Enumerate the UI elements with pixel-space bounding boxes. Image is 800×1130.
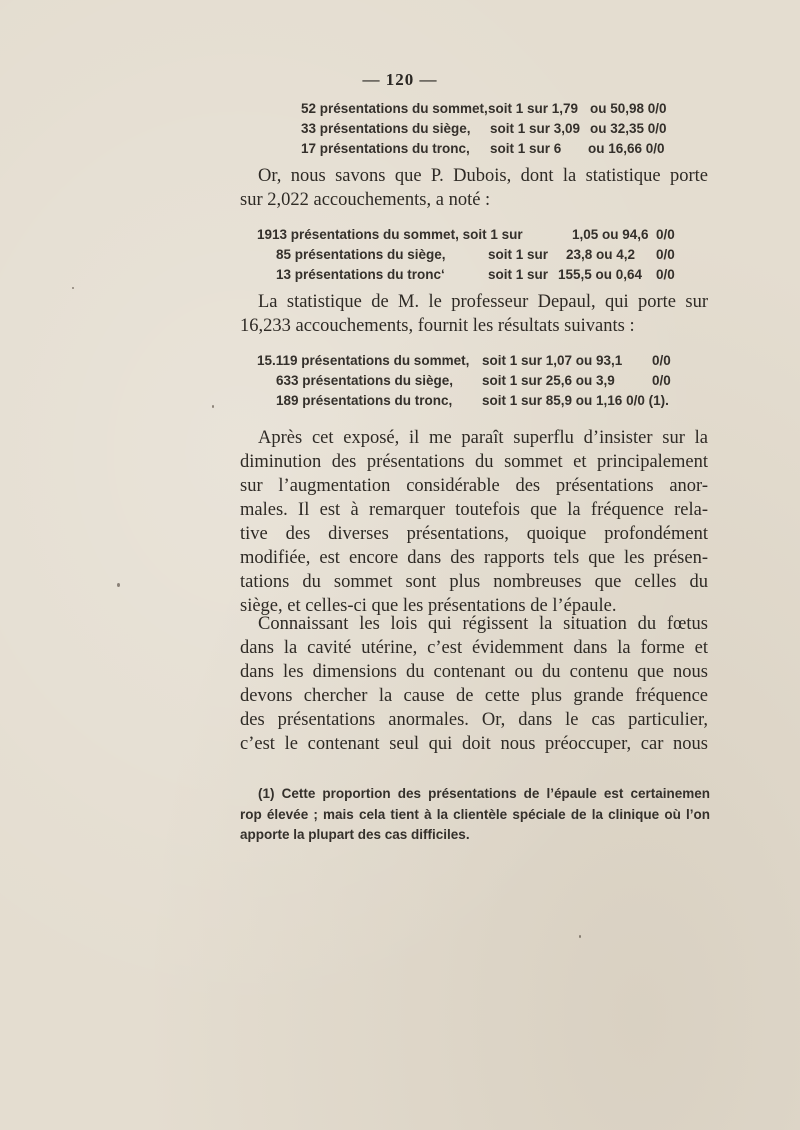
- text-line: Connaissant les lois qui régissent la situation du fœtus: [258, 614, 708, 634]
- text-line: modifiée, est encore dans des rapports tels que les présen-: [240, 548, 708, 568]
- paper-speck: [117, 583, 120, 587]
- text-line: siège, et celles-ci que les présentations de l’épaule.: [240, 596, 617, 616]
- paragraph: [240, 290, 708, 338]
- text-line: La statistique de M. le professeur Depaul, qui porte sur: [258, 292, 708, 312]
- text-line: c’est le contenant seul qui doit nous préoccuper, car nous: [240, 734, 708, 754]
- table-cell: soit 1 sur: [488, 267, 549, 282]
- table-cell: 85 présentations du siège,: [276, 247, 446, 262]
- table-cell: 23,8 ou 4,2: [566, 247, 636, 262]
- table-cell: 17 présentations du tronc,: [301, 141, 470, 156]
- table-cell: 13 présentations du tronc‘: [276, 267, 445, 282]
- text-line: apporte la plupart des cas difficiles.: [240, 827, 470, 842]
- text-line: sur 2,022 accouchements, a noté :: [240, 190, 491, 210]
- table-cell: soit 1 sur 85,9 ou 1,16 0/0 (1).: [482, 393, 669, 408]
- table-cell: 155,5 ou 0,64: [558, 267, 643, 282]
- text-line: tations du sommet sont plus nombreuses que celles du: [240, 572, 708, 592]
- table-cell: 189 présentations du tronc,: [276, 393, 453, 408]
- paragraph: [240, 164, 708, 212]
- text-line: tive des diverses présentations, quoique profondément: [240, 524, 708, 544]
- text-line: des présentations anormales. Or, dans le cas particulier,: [240, 710, 708, 730]
- table-cell: 33 présentations du siège,: [301, 121, 471, 136]
- table-cell: 1913 présentations du sommet, soit 1 sur: [257, 227, 523, 242]
- text-line: dans la cavité utérine, c’est évidemment dans la forme et: [240, 638, 708, 658]
- text-line: males. Il est à remarquer toutefois que la fréquence rela-: [240, 500, 708, 520]
- table-cell: 0/0: [656, 227, 675, 242]
- table-cell: 0/0: [656, 247, 675, 262]
- footnote: [240, 784, 710, 846]
- paper-speck: [212, 405, 214, 408]
- text-line: rop élevée ; mais cela tient à la clientèle spéciale de la clinique où l’on: [240, 806, 710, 822]
- table-cell: ou 32,35 0/0: [590, 121, 667, 136]
- table-cell: 1,05 ou 94,6: [572, 227, 649, 242]
- table-cell: 0/0: [652, 353, 671, 368]
- table-cell: soit 1 sur: [488, 247, 549, 262]
- text-line: Or, nous savons que P. Dubois, dont la statistique porte: [258, 166, 708, 186]
- table-cell: soit 1 sur 3,09: [490, 121, 581, 136]
- table-cell: ou 16,66 0/0: [588, 141, 665, 156]
- table-cell: 0/0: [656, 267, 675, 282]
- table-cell: soit 1 sur 1,79: [488, 101, 579, 116]
- table-cell: 0/0: [652, 373, 671, 388]
- table-cell: 52 présentations du sommet,: [301, 101, 488, 116]
- table-cell: 633 présentations du siège,: [276, 373, 454, 388]
- table-cell: ou 50,98 0/0: [590, 101, 667, 116]
- paragraph: [240, 612, 708, 756]
- text-line: (1) Cette proportion des présentations de l’épaule est certainemen: [258, 786, 710, 801]
- table-cell: soit 1 sur 1,07 ou 93,1: [482, 353, 623, 368]
- text-line: sur l’augmentation considérable des présentations anor-: [240, 476, 708, 496]
- text-line: devons chercher la cause de cette plus grande fréquence: [240, 686, 708, 706]
- paper-speck: [72, 287, 74, 289]
- table-cell: soit 1 sur 25,6 ou 3,9: [482, 373, 615, 388]
- text-line: 16,233 accouchements, fournit les résultats suivants :: [240, 316, 635, 336]
- paper-speck: [579, 935, 581, 938]
- table-cell: 15.119 présentations du sommet,: [257, 353, 470, 368]
- table-cell: soit 1 sur 6: [490, 141, 562, 156]
- paragraph: [240, 426, 708, 618]
- text-line: diminution des présentations du sommet et principalement: [240, 452, 708, 472]
- text-line: dans les dimensions du contenant ou du contenu que nous: [240, 662, 708, 682]
- page-number: — 120 —: [362, 70, 438, 89]
- text-line: Après cet exposé, il me paraît superflu d’insister sur la: [258, 428, 708, 448]
